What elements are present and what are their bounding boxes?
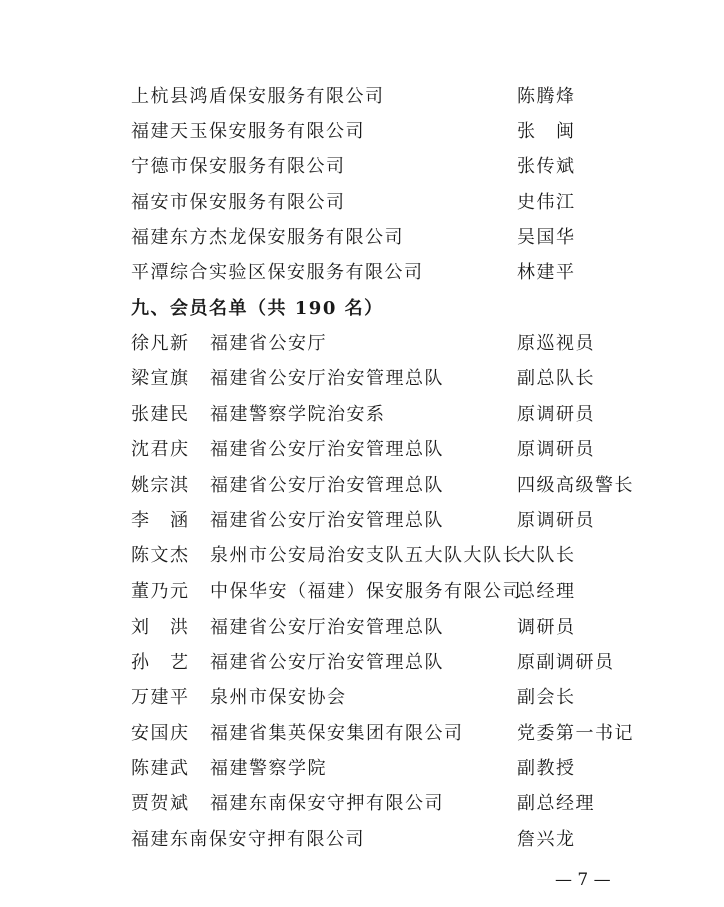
- member-name: 李 涵: [131, 510, 190, 531]
- member-row: [0, 645, 724, 680]
- member-name: 陈文杰: [131, 545, 190, 566]
- member-org: 福建省集英保安集团有限公司: [210, 723, 464, 744]
- org-name: 上杭县鸿盾保安服务有限公司: [131, 86, 385, 107]
- member-row: [0, 432, 724, 467]
- member-title: 原调研员: [517, 404, 595, 425]
- member-org: 福建省公安厅: [210, 333, 327, 354]
- member-org: 福建省公安厅治安管理总队: [210, 475, 444, 496]
- member-org: 福建东南保安守押有限公司: [210, 793, 444, 814]
- member-org: 福建警察学院: [210, 758, 327, 779]
- member-name: 贾贺斌: [131, 793, 190, 814]
- member-row: [0, 610, 724, 645]
- person-name: 林建平: [517, 262, 576, 283]
- org-list-row: [0, 79, 724, 114]
- member-org: 泉州市保安协会: [210, 687, 347, 708]
- member-row: [0, 574, 724, 609]
- section-heading: 九、会员名单（共 190 名）: [131, 298, 384, 319]
- member-row: [0, 680, 724, 715]
- member-title: 原调研员: [517, 439, 595, 460]
- member-title: 副教授: [517, 758, 576, 779]
- org-name: 平潭综合实验区保安服务有限公司: [131, 262, 424, 283]
- org-name: 福建天玉保安服务有限公司: [131, 121, 365, 142]
- member-title: 副总经理: [517, 793, 595, 814]
- member-title: 总经理: [517, 581, 576, 602]
- member-name: 陈建武: [131, 758, 190, 779]
- member-title: 原调研员: [517, 510, 595, 531]
- person-name: 吴国华: [517, 227, 576, 248]
- trailing-org-row: [0, 822, 724, 857]
- member-org: 中保华安（福建）保安服务有限公司: [210, 581, 522, 602]
- org-list-row: [0, 114, 724, 149]
- member-name: 徐凡新: [131, 333, 190, 354]
- member-org: 泉州市公安局治安支队五大队大队长: [210, 545, 522, 566]
- member-org: 福建警察学院治安系: [210, 404, 386, 425]
- member-row: [0, 361, 724, 396]
- member-title: 调研员: [517, 617, 576, 638]
- member-row: [0, 326, 724, 361]
- member-title: 副总队长: [517, 368, 595, 389]
- member-name: 沈君庆: [131, 439, 190, 460]
- member-name: 安国庆: [131, 723, 190, 744]
- member-org: 福建省公安厅治安管理总队: [210, 617, 444, 638]
- member-name: 梁宣旗: [131, 368, 190, 389]
- member-row: [0, 397, 724, 432]
- member-name: 孙 艺: [131, 652, 190, 673]
- member-name: 张建民: [131, 404, 190, 425]
- person-name: 詹兴龙: [517, 829, 576, 850]
- member-org: 福建省公安厅治安管理总队: [210, 439, 444, 460]
- member-row: [0, 786, 724, 821]
- org-list-row: [0, 149, 724, 184]
- member-org: 福建省公安厅治安管理总队: [210, 510, 444, 531]
- org-list-row: [0, 185, 724, 220]
- member-row: [0, 716, 724, 751]
- org-list-row: [0, 255, 724, 290]
- member-name: 刘 洪: [131, 617, 190, 638]
- person-name: 张 闽: [517, 121, 576, 142]
- org-name: 福建东南保安守押有限公司: [131, 829, 365, 850]
- member-row: [0, 751, 724, 786]
- member-row: [0, 538, 724, 573]
- person-name: 张传斌: [517, 156, 576, 177]
- member-title: 四级高级警长: [517, 475, 634, 496]
- member-name: 万建平: [131, 687, 190, 708]
- member-row: [0, 468, 724, 503]
- org-name: 宁德市保安服务有限公司: [131, 156, 346, 177]
- member-title: 原副调研员: [517, 652, 615, 673]
- member-name: 董乃元: [131, 581, 190, 602]
- member-title: 党委第一书记: [517, 723, 634, 744]
- org-name: 福安市保安服务有限公司: [131, 192, 346, 213]
- member-title: 副会长: [517, 687, 576, 708]
- page-number: — 7 —: [555, 870, 611, 890]
- member-row: [0, 503, 724, 538]
- member-title: 大队长: [517, 545, 576, 566]
- member-title: 原巡视员: [517, 333, 595, 354]
- person-name: 陈腾烽: [517, 86, 576, 107]
- org-list-row: [0, 220, 724, 255]
- member-name: 姚宗淇: [131, 475, 190, 496]
- person-name: 史伟江: [517, 192, 576, 213]
- member-org: 福建省公安厅治安管理总队: [210, 368, 444, 389]
- member-org: 福建省公安厅治安管理总队: [210, 652, 444, 673]
- org-name: 福建东方杰龙保安服务有限公司: [131, 227, 404, 248]
